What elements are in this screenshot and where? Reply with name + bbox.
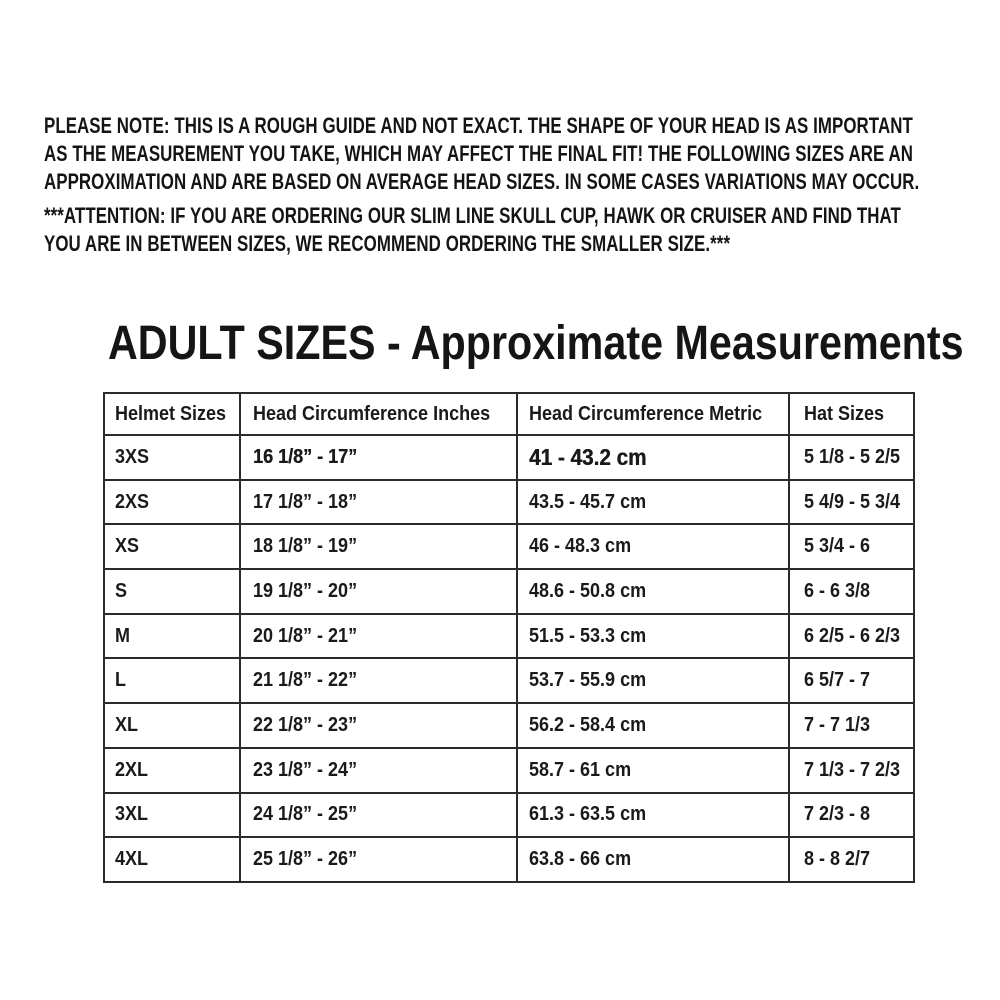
header-row: [104, 393, 914, 435]
metric-cell: 58.7 - 61 cm: [517, 748, 789, 793]
helmet-size-cell: XL: [104, 703, 240, 748]
size-chart-table: [103, 392, 915, 883]
hat-size-cell: 7 - 7 1/3: [789, 703, 914, 748]
metric-cell: 51.5 - 53.3 cm: [517, 614, 789, 659]
inches-cell: 24 1/8” - 25”: [240, 793, 517, 838]
metric-cell: 63.8 - 66 cm: [517, 837, 789, 882]
metric-cell: 48.6 - 50.8 cm: [517, 569, 789, 614]
helmet-size-cell: 2XL: [104, 748, 240, 793]
hat-size-cell: 6 5/7 - 7: [789, 658, 914, 703]
helmet-size-cell: L: [104, 658, 240, 703]
inches-cell: 22 1/8” - 23”: [240, 703, 517, 748]
hat-size-cell: 7 2/3 - 8: [789, 793, 914, 838]
inches-cell: 20 1/8” - 21”: [240, 614, 517, 659]
helmet-size-cell: XS: [104, 524, 240, 569]
inches-cell: 21 1/8” - 22”: [240, 658, 517, 703]
attention-paragraph: [44, 202, 901, 258]
column-header-circumference-metric: Head Circumference Metric: [517, 393, 789, 435]
please-note-paragraph: [44, 112, 919, 196]
inches-cell: 18 1/8” - 19”: [240, 524, 517, 569]
hat-size-cell: 5 1/8 - 5 2/5: [789, 435, 914, 480]
hat-size-cell: 5 4/9 - 5 3/4: [789, 480, 914, 525]
hat-size-cell: 5 3/4 - 6: [789, 524, 914, 569]
helmet-size-cell: 3XS: [104, 435, 240, 480]
note-line: PLEASE NOTE: THIS IS A ROUGH GUIDE AND NOT EXACT. THE SHAPE OF YOUR HEAD IS AS IMPORTANT: [44, 113, 913, 138]
table-row: [104, 658, 914, 703]
hat-size-cell: 6 - 6 3/8: [789, 569, 914, 614]
hat-size-cell: 6 2/5 - 6 2/3: [789, 614, 914, 659]
table-row: [104, 569, 914, 614]
helmet-size-cell: 4XL: [104, 837, 240, 882]
inches-cell: 23 1/8” - 24”: [240, 748, 517, 793]
table-row: [104, 837, 914, 882]
table-row: [104, 480, 914, 525]
helmet-size-cell: 3XL: [104, 793, 240, 838]
attention-line: YOU ARE IN BETWEEN SIZES, WE RECOMMEND ORDERING THE SMALLER SIZE.***: [44, 231, 731, 256]
table-row: [104, 435, 914, 480]
table-row: [104, 793, 914, 838]
table-row: [104, 614, 914, 659]
metric-cell: 53.7 - 55.9 cm: [517, 658, 789, 703]
column-header-helmet-sizes: Helmet Sizes: [104, 393, 240, 435]
inches-cell: 16 1/8” - 17”: [240, 435, 517, 480]
inches-cell: 19 1/8” - 20”: [240, 569, 517, 614]
helmet-size-cell: S: [104, 569, 240, 614]
metric-cell: 46 - 48.3 cm: [517, 524, 789, 569]
hat-size-cell: 8 - 8 2/7: [789, 837, 914, 882]
table-row: [104, 703, 914, 748]
column-header-hat-sizes: Hat Sizes: [789, 393, 914, 435]
metric-cell: 56.2 - 58.4 cm: [517, 703, 789, 748]
hat-size-cell: 7 1/3 - 7 2/3: [789, 748, 914, 793]
note-line: AS THE MEASUREMENT YOU TAKE, WHICH MAY AFFECT THE FINAL FIT! THE FOLLOWING SIZES ARE AN: [44, 141, 914, 166]
page-title: ADULT SIZES - Approximate Measurements: [108, 317, 964, 370]
metric-cell: 41 - 43.2 cm: [517, 435, 789, 480]
note-line: APPROXIMATION AND ARE BASED ON AVERAGE HEAD SIZES. IN SOME CASES VARIATIONS MAY OCCUR.: [44, 169, 920, 194]
metric-cell: 43.5 - 45.7 cm: [517, 480, 789, 525]
inches-cell: 17 1/8” - 18”: [240, 480, 517, 525]
attention-line: ***ATTENTION: IF YOU ARE ORDERING OUR SLIM LINE SKULL CUP, HAWK OR CRUISER AND FIND THAT: [44, 203, 901, 228]
metric-cell: 61.3 - 63.5 cm: [517, 793, 789, 838]
table-row: [104, 524, 914, 569]
column-header-circumference-inches: Head Circumference Inches: [240, 393, 517, 435]
table-row: [104, 748, 914, 793]
helmet-size-cell: 2XS: [104, 480, 240, 525]
inches-cell: 25 1/8” - 26”: [240, 837, 517, 882]
helmet-size-cell: M: [104, 614, 240, 659]
